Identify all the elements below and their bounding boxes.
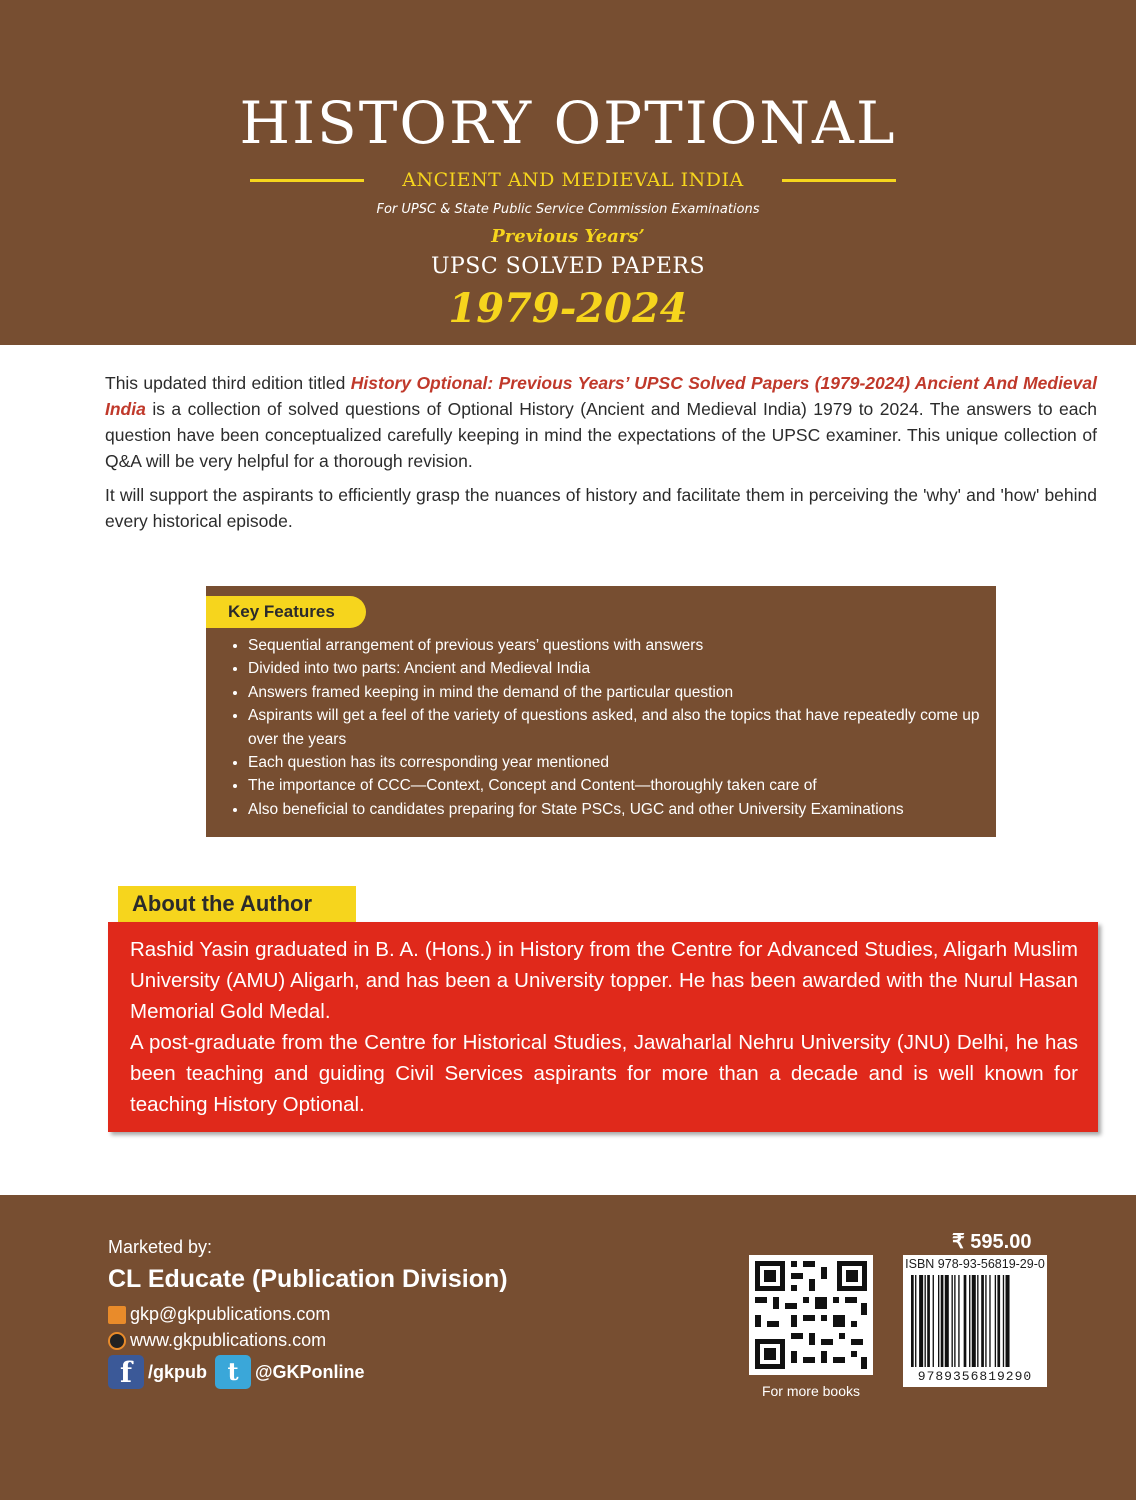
barcode-bar <box>964 1275 967 1367</box>
isbn-barcode <box>903 1255 1047 1387</box>
barcode-bar <box>925 1275 926 1367</box>
barcode-bar <box>985 1275 986 1367</box>
qr-code-graphic <box>749 1255 873 1375</box>
solved-papers-label: UPSC SOLVED PAPERS <box>430 254 706 279</box>
description-paragraph-2: It will support the aspirants to efficiently grasp the nuances of history and facilitate them in perceiving the 'why' and 'how' behind every historical episode. <box>105 485 1097 531</box>
mail-icon <box>108 1306 126 1324</box>
book-title: HISTORY OPTIONAL <box>239 89 897 157</box>
barcode-bar <box>941 1275 944 1367</box>
barcode-bar <box>977 1275 978 1367</box>
publisher-name: CL Educate (Publication Division) <box>108 1265 508 1293</box>
about-author-heading: About the Author <box>118 886 356 922</box>
author-paragraph-2: A post-graduate from the Centre for Historical Studies, Jawaharlal Nehru University (JNU) Delhi, he has been teaching and guiding Civil Services aspirants for more than a decade and is well known for teaching History Optional. <box>130 1031 1078 1116</box>
author-paragraph-1: Rashid Yasin graduated in B. A. (Hons.) in History from the Centre for Advanced Studies, Aligarh Muslim University (AMU) Aligarh, and has been a University topper. He has been awarded with the Nurul Hasan Memorial Gold Medal. <box>130 938 1078 1023</box>
barcode-digits: 9789356819290 <box>917 1369 1033 1384</box>
barcode-bar <box>954 1275 955 1367</box>
barcode-bar <box>933 1275 934 1367</box>
description-paragraph-1 <box>105 370 1097 474</box>
barcode-bar <box>958 1275 959 1367</box>
barcode-bar <box>1003 1275 1004 1367</box>
cover-header <box>0 0 1136 345</box>
barcode-bar <box>952 1275 953 1367</box>
twitter-handle[interactable]: @GKPonline <box>255 1361 365 1382</box>
barcode-bar <box>938 1275 939 1367</box>
list-item: • Answers framed keeping in mind the demand of the particular question <box>248 681 1008 704</box>
facebook-icon[interactable]: f <box>108 1355 144 1389</box>
barcode-bar <box>997 1275 1000 1367</box>
book-subtitle: ANCIENT AND MEDIEVAL INDIA <box>402 169 744 191</box>
description-highlight: History Optional: Previous Years’ UPSC Solved Papers (1979-2024) Ancient And Medieval India <box>105 373 1097 419</box>
key-features-box <box>206 586 996 837</box>
barcode-bar <box>945 1275 949 1367</box>
social-links <box>108 1355 365 1389</box>
exam-line: For UPSC & State Public Service Commission Examinations <box>376 202 760 217</box>
barcode-bar <box>911 1275 914 1367</box>
year-range: 1979-2024 <box>448 285 688 332</box>
mouse-icon <box>108 1332 126 1350</box>
isbn-number: ISBN 978-93-56819-29-0 <box>905 1257 1045 1271</box>
about-author-box <box>108 922 1098 1132</box>
subtitle-rule-left <box>250 179 364 182</box>
book-description <box>105 370 1097 542</box>
previous-years-label: Previous Years’ <box>491 226 645 247</box>
subtitle-row <box>250 168 896 192</box>
website-line <box>108 1330 326 1351</box>
marketed-by-label: Marketed by: <box>108 1237 213 1257</box>
key-features-heading: Key Features <box>206 596 366 628</box>
email-address[interactable]: gkp@gkpublications.com <box>130 1304 331 1324</box>
list-item: • Also beneficial to candidates preparing for State PSCs, UGC and other University Examinations <box>248 798 1008 821</box>
barcode-bar <box>1006 1275 1010 1367</box>
list-item: • Divided into two parts: Ancient and Medieval India <box>248 657 1008 680</box>
key-features-list <box>228 634 1008 821</box>
qr-code[interactable] <box>749 1255 873 1375</box>
description-rest: is a collection of solved questions of Optional History (Ancient and Medieval India) 1979 to 2024. The answers to each question have been conceptualized carefully keeping in mind the expectations of the UPSC examiner. This unique collection of Q&A will be very helpful for a thorough revision. <box>105 399 1097 471</box>
book-price: ₹ 595.00 <box>952 1231 1032 1253</box>
list-item: • Sequential arrangement of previous years’ questions with answers <box>248 634 1008 657</box>
list-item: • Aspirants will get a feel of the variety of questions asked, and also the topics that have repeatedly come up over the years <box>248 704 1008 751</box>
website-url[interactable]: www.gkpublications.com <box>130 1330 327 1350</box>
barcode-bar <box>927 1275 930 1367</box>
qr-caption: For more books <box>761 1383 861 1399</box>
list-item: • The importance of CCC—Context, Concept and Content—thoroughly taken care of <box>248 774 1008 797</box>
facebook-handle[interactable]: /gkpub <box>148 1361 207 1382</box>
cover-footer <box>0 1195 1136 1500</box>
twitter-icon[interactable]: t <box>215 1355 251 1389</box>
barcode-bar <box>995 1275 996 1367</box>
description-intro: This updated third edition titled <box>105 373 351 393</box>
barcode-bar <box>969 1275 970 1367</box>
barcode-bar <box>919 1275 923 1367</box>
barcode-bar <box>989 1275 990 1367</box>
barcode-graphic <box>911 1275 1039 1367</box>
barcode-bar <box>981 1275 984 1367</box>
list-item: • Each question has its corresponding year mentioned <box>248 751 1008 774</box>
barcode-bar <box>972 1275 976 1367</box>
email-line <box>108 1304 330 1325</box>
subtitle-rule-right <box>782 179 896 182</box>
barcode-bar <box>915 1275 916 1367</box>
